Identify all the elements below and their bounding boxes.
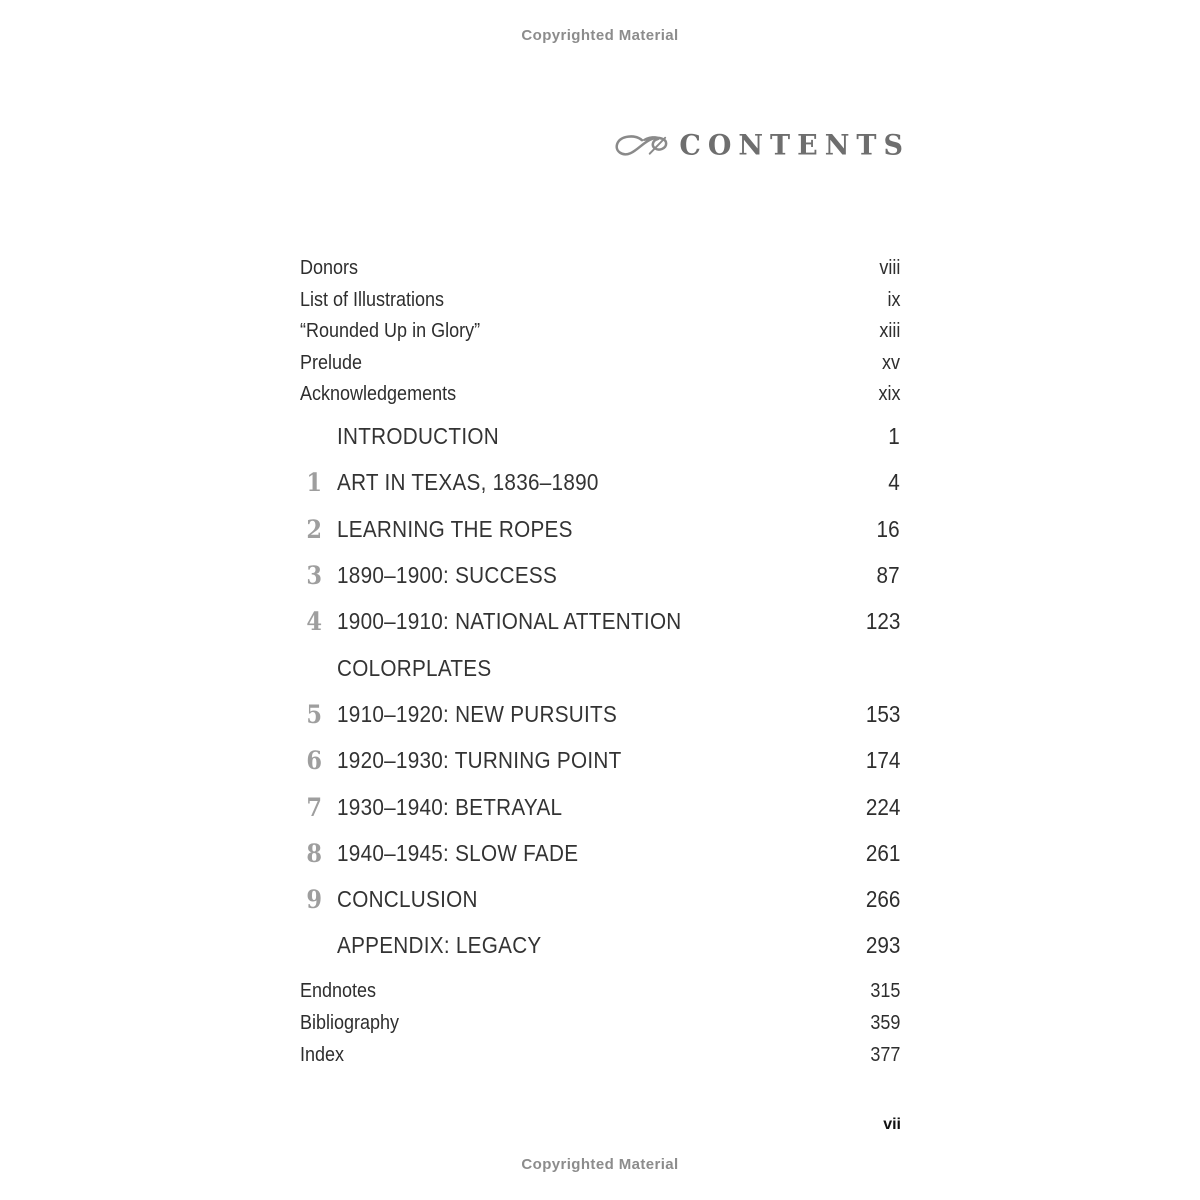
chapter-number: 7	[306, 792, 322, 822]
toc-row	[300, 738, 900, 784]
toc-row	[300, 645, 900, 691]
toc-entry-page: xiii	[878, 320, 900, 343]
chapter-number: 8	[306, 838, 322, 868]
toc-entry-page: viii	[878, 257, 900, 280]
chapter-list	[300, 414, 900, 970]
toc-entry-page: xv	[882, 351, 900, 374]
folio-page-number: vii	[883, 1116, 901, 1133]
toc-entry-page: 224	[865, 793, 900, 820]
toc-entry-label: INTRODUCTION	[337, 423, 499, 450]
toc-entry-label: “Rounded Up in Glory”	[300, 320, 481, 343]
toc-row	[300, 975, 900, 1007]
toc-entry-label: 1920–1930: TURNING POINT	[337, 747, 622, 774]
toc-entry-page: 315	[869, 979, 900, 1002]
toc-entry-page: 266	[865, 886, 900, 913]
toc-row	[300, 599, 900, 645]
toc-row	[300, 285, 900, 317]
toc-row	[300, 830, 900, 876]
toc-row	[300, 784, 900, 830]
toc-row	[300, 1039, 900, 1071]
toc-entry-page: 377	[869, 1043, 900, 1066]
chapter-number: 9	[306, 885, 322, 915]
copyright-notice-top: Copyrighted Material	[521, 27, 679, 44]
chapter-number: 2	[306, 514, 322, 544]
chapter-number: 1	[306, 468, 322, 498]
toc-entry-label: 1900–1910: NATIONAL ATTENTION	[337, 608, 682, 635]
front-matter-list	[300, 253, 900, 411]
toc-entry-label: 1930–1940: BETRAYAL	[337, 793, 563, 820]
chapter-number: 6	[306, 746, 322, 776]
toc-entry-label: 1910–1920: NEW PURSUITS	[337, 700, 618, 727]
toc-entry-page: 293	[865, 932, 900, 959]
toc-entry-label: ART IN TEXAS, 1836–1890	[337, 469, 599, 496]
toc-entry-label: CONCLUSION	[337, 886, 478, 913]
toc-entry-page: 16	[876, 515, 900, 542]
toc-entry-label: Bibliography	[300, 1011, 400, 1034]
table-of-contents	[300, 253, 900, 1071]
toc-entry-label: 1940–1945: SLOW FADE	[337, 839, 579, 866]
toc-row	[300, 1007, 900, 1039]
copyright-notice-bottom: Copyrighted Material	[521, 1156, 679, 1173]
toc-entry-page: 359	[869, 1011, 900, 1034]
toc-entry-label: Index	[300, 1043, 345, 1066]
toc-entry-page: 1	[888, 423, 900, 450]
contents-header	[612, 124, 910, 166]
toc-entry-label: Endnotes	[300, 979, 377, 1002]
toc-entry-page: xix	[877, 383, 900, 406]
toc-entry-label: 1890–1900: SUCCESS	[337, 562, 558, 589]
toc-entry-label: List of Illustrations	[300, 288, 445, 311]
chapter-number: 5	[306, 699, 322, 729]
back-matter-list	[300, 975, 900, 1071]
chapter-number: 3	[306, 561, 322, 591]
toc-entry-label: LEARNING THE ROPES	[337, 515, 573, 542]
toc-row	[300, 460, 900, 506]
toc-row	[300, 414, 900, 460]
toc-row	[300, 379, 900, 411]
toc-row	[300, 348, 900, 380]
toc-entry-page: ix	[886, 288, 900, 311]
toc-row	[300, 506, 900, 552]
flourish-ornament-icon	[612, 127, 670, 163]
toc-entry-label: Acknowledgements	[300, 383, 457, 406]
toc-entry-page: 87	[876, 562, 900, 589]
toc-entry-label: Donors	[300, 257, 359, 280]
toc-entry-page: 174	[865, 747, 900, 774]
toc-row	[300, 691, 900, 737]
toc-entry-page: 4	[888, 469, 900, 496]
toc-entry-label: COLORPLATES	[337, 654, 492, 681]
toc-row	[300, 316, 900, 348]
chapter-number: 4	[306, 607, 322, 637]
toc-entry-page: 261	[865, 839, 900, 866]
toc-entry-label: APPENDIX: LEGACY	[337, 932, 542, 959]
toc-entry-page: 153	[865, 700, 900, 727]
toc-row	[300, 253, 900, 285]
toc-row	[300, 923, 900, 969]
toc-row	[300, 552, 900, 598]
toc-entry-label: Prelude	[300, 351, 363, 374]
toc-entry-page: 123	[865, 608, 900, 635]
toc-row	[300, 876, 900, 922]
page-title: CONTENTS	[679, 128, 910, 162]
